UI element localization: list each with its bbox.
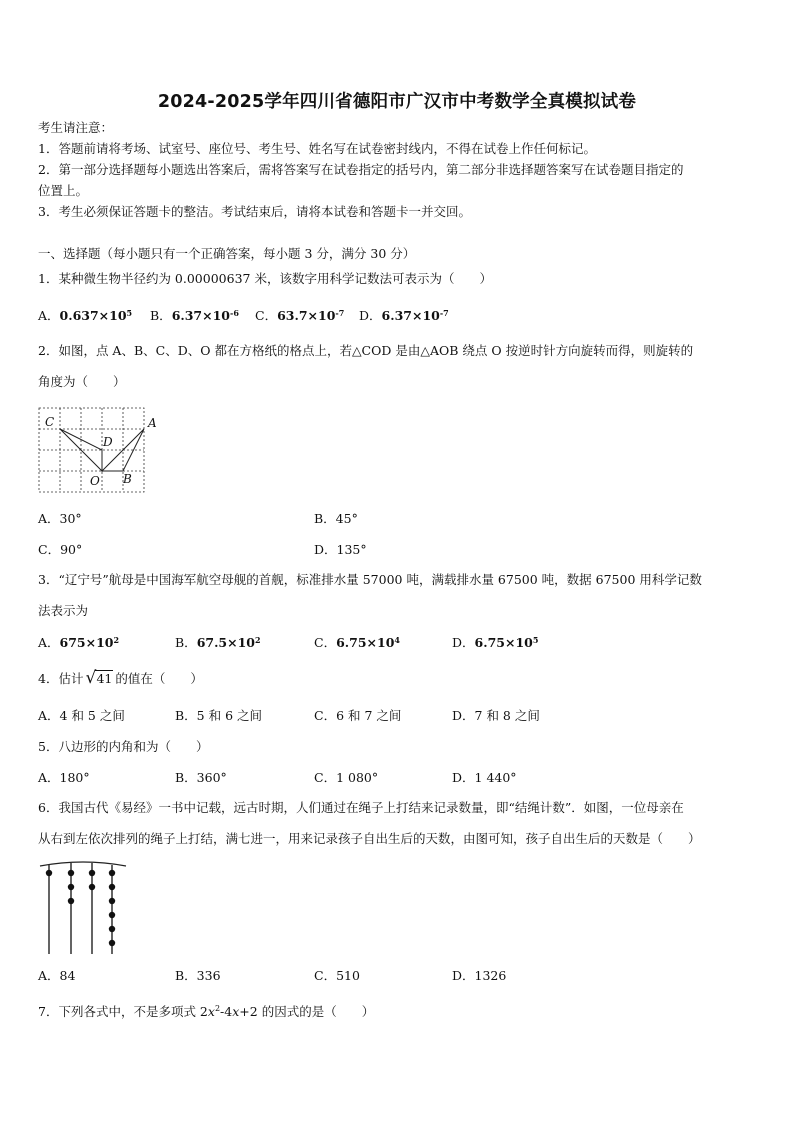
knot	[68, 870, 74, 876]
q3-option-b: B．$67.5\times 10^2$	[175, 635, 261, 650]
knot	[109, 940, 115, 946]
q6-stem-2: 从右到左依次排列的绳子上打结，满七进一，用来记录孩子自出生后的天数，由图可知，孩子自出生后的天数是（ ）	[38, 831, 701, 846]
label-o: O	[90, 474, 100, 488]
page-title: 2024-2025学年四川省德阳市广汉市中考数学全真模拟试卷	[157, 92, 637, 112]
q2-option-d: D．135°	[314, 542, 367, 557]
section-heading: 一、选择题（每小题只有一个正确答案，每小题 3 分，满分 30 分）	[38, 246, 416, 261]
q5-stem: 5．八边形的内角和为（ ）	[38, 739, 209, 754]
q2-grid-figure	[38, 407, 160, 495]
q4-stem: 4．估计 √ 41 的值在（ ）	[38, 668, 203, 688]
q6-option-c: C．510	[314, 968, 360, 983]
label-b: B	[123, 472, 132, 486]
q4-option-a: A．4 和 5 之间	[38, 708, 125, 723]
label-c: C	[45, 415, 55, 429]
q3-option-d: D．$6.75\times 10^5$	[452, 635, 539, 650]
knot	[109, 898, 115, 904]
q1-option-a: A．$0.637\times 10^5$	[38, 308, 133, 323]
q4-option-d: D．7 和 8 之间	[452, 708, 540, 723]
q5-option-a: A．180°	[38, 770, 90, 785]
q2-option-b: B．45°	[314, 511, 358, 526]
knot	[68, 898, 74, 904]
knot-rope-figure	[38, 858, 128, 956]
q3-option-a: A．$675\times 10^2$	[38, 635, 120, 650]
q3-stem-1: 3．“辽宁号”航母是中国海军航空母舰的首舰，标准排水量 57000 吨，满载排水量 67500 吨，数据 67500 用科学记数	[38, 572, 702, 587]
q1-option-c: C．$63.7\times 10^{-7}$	[255, 308, 345, 323]
q5-option-d: D．1 440°	[452, 770, 517, 785]
notice-heading: 考生请注意：	[38, 120, 114, 135]
q2-option-a: A．30°	[38, 511, 82, 526]
q6-stem-1: 6．我国古代《易经》一书中记载，远古时期，人们通过在绳子上打结来记录数量，即“结绳计数”．如图，一位母亲在	[38, 800, 684, 815]
notice-line-2: 2．第一部分选择题每小题选出答案后，需将答案写在试卷指定的括号内，第二部分非选择题答案写在试卷题目指定的	[38, 162, 684, 177]
q1-stem: 1．某种微生物半径约为 0.00000637 米，该数字用科学记数法可表示为（ ）	[38, 271, 492, 286]
notice-line-1: 1．答题前请将考场、试室号、座位号、考生号、姓名写在试卷密封线内，不得在试卷上作任何标记。	[38, 141, 596, 156]
notice-line-2-cont: 位置上。	[38, 183, 89, 198]
label-d: D	[103, 435, 113, 449]
q2-stem-1: 2．如图，点 A、B、C、D、O 都在方格纸的格点上，若△COD 是由△AOB 绕点 O 按逆时针方向旋转而得，则旋转的	[38, 343, 694, 358]
q6-option-d: D．1326	[452, 968, 507, 983]
knot	[109, 912, 115, 918]
q3-stem-2: 法表示为	[38, 603, 89, 618]
knot	[68, 884, 74, 890]
q6-option-a: A．84	[38, 968, 76, 983]
q5-option-b: B．360°	[175, 770, 227, 785]
q1-option-b: B．$6.37\times 10^{-6}$	[150, 308, 239, 323]
notice-line-3: 3．考生必须保证答题卡的整洁。考试结束后，请将本试卷和答题卡一并交回。	[38, 204, 471, 219]
knot	[46, 870, 52, 876]
label-a: A	[148, 416, 157, 430]
q6-option-b: B．336	[175, 968, 221, 983]
q4-option-c: C．6 和 7 之间	[314, 708, 402, 723]
knot	[89, 884, 95, 890]
rope-bar	[40, 862, 126, 866]
q5-option-c: C．1 080°	[314, 770, 379, 785]
sqrt-symbol: √ 41	[85, 668, 113, 688]
q2-option-c: C．90°	[38, 542, 83, 557]
q7-stem: 7．下列各式中，不是多项式 $2x^2-4x+2$ 的因式的是（ ）	[38, 1004, 375, 1019]
knot	[109, 870, 115, 876]
q2-stem-2: 角度为（ ）	[38, 374, 126, 389]
q1-option-d: D．$6.37\times 10^{-7}$	[359, 308, 449, 323]
knot	[89, 870, 95, 876]
q4-option-b: B．5 和 6 之间	[175, 708, 263, 723]
q3-option-c: C．$6.75\times 10^4$	[314, 635, 400, 650]
knot	[109, 884, 115, 890]
knot	[109, 926, 115, 932]
